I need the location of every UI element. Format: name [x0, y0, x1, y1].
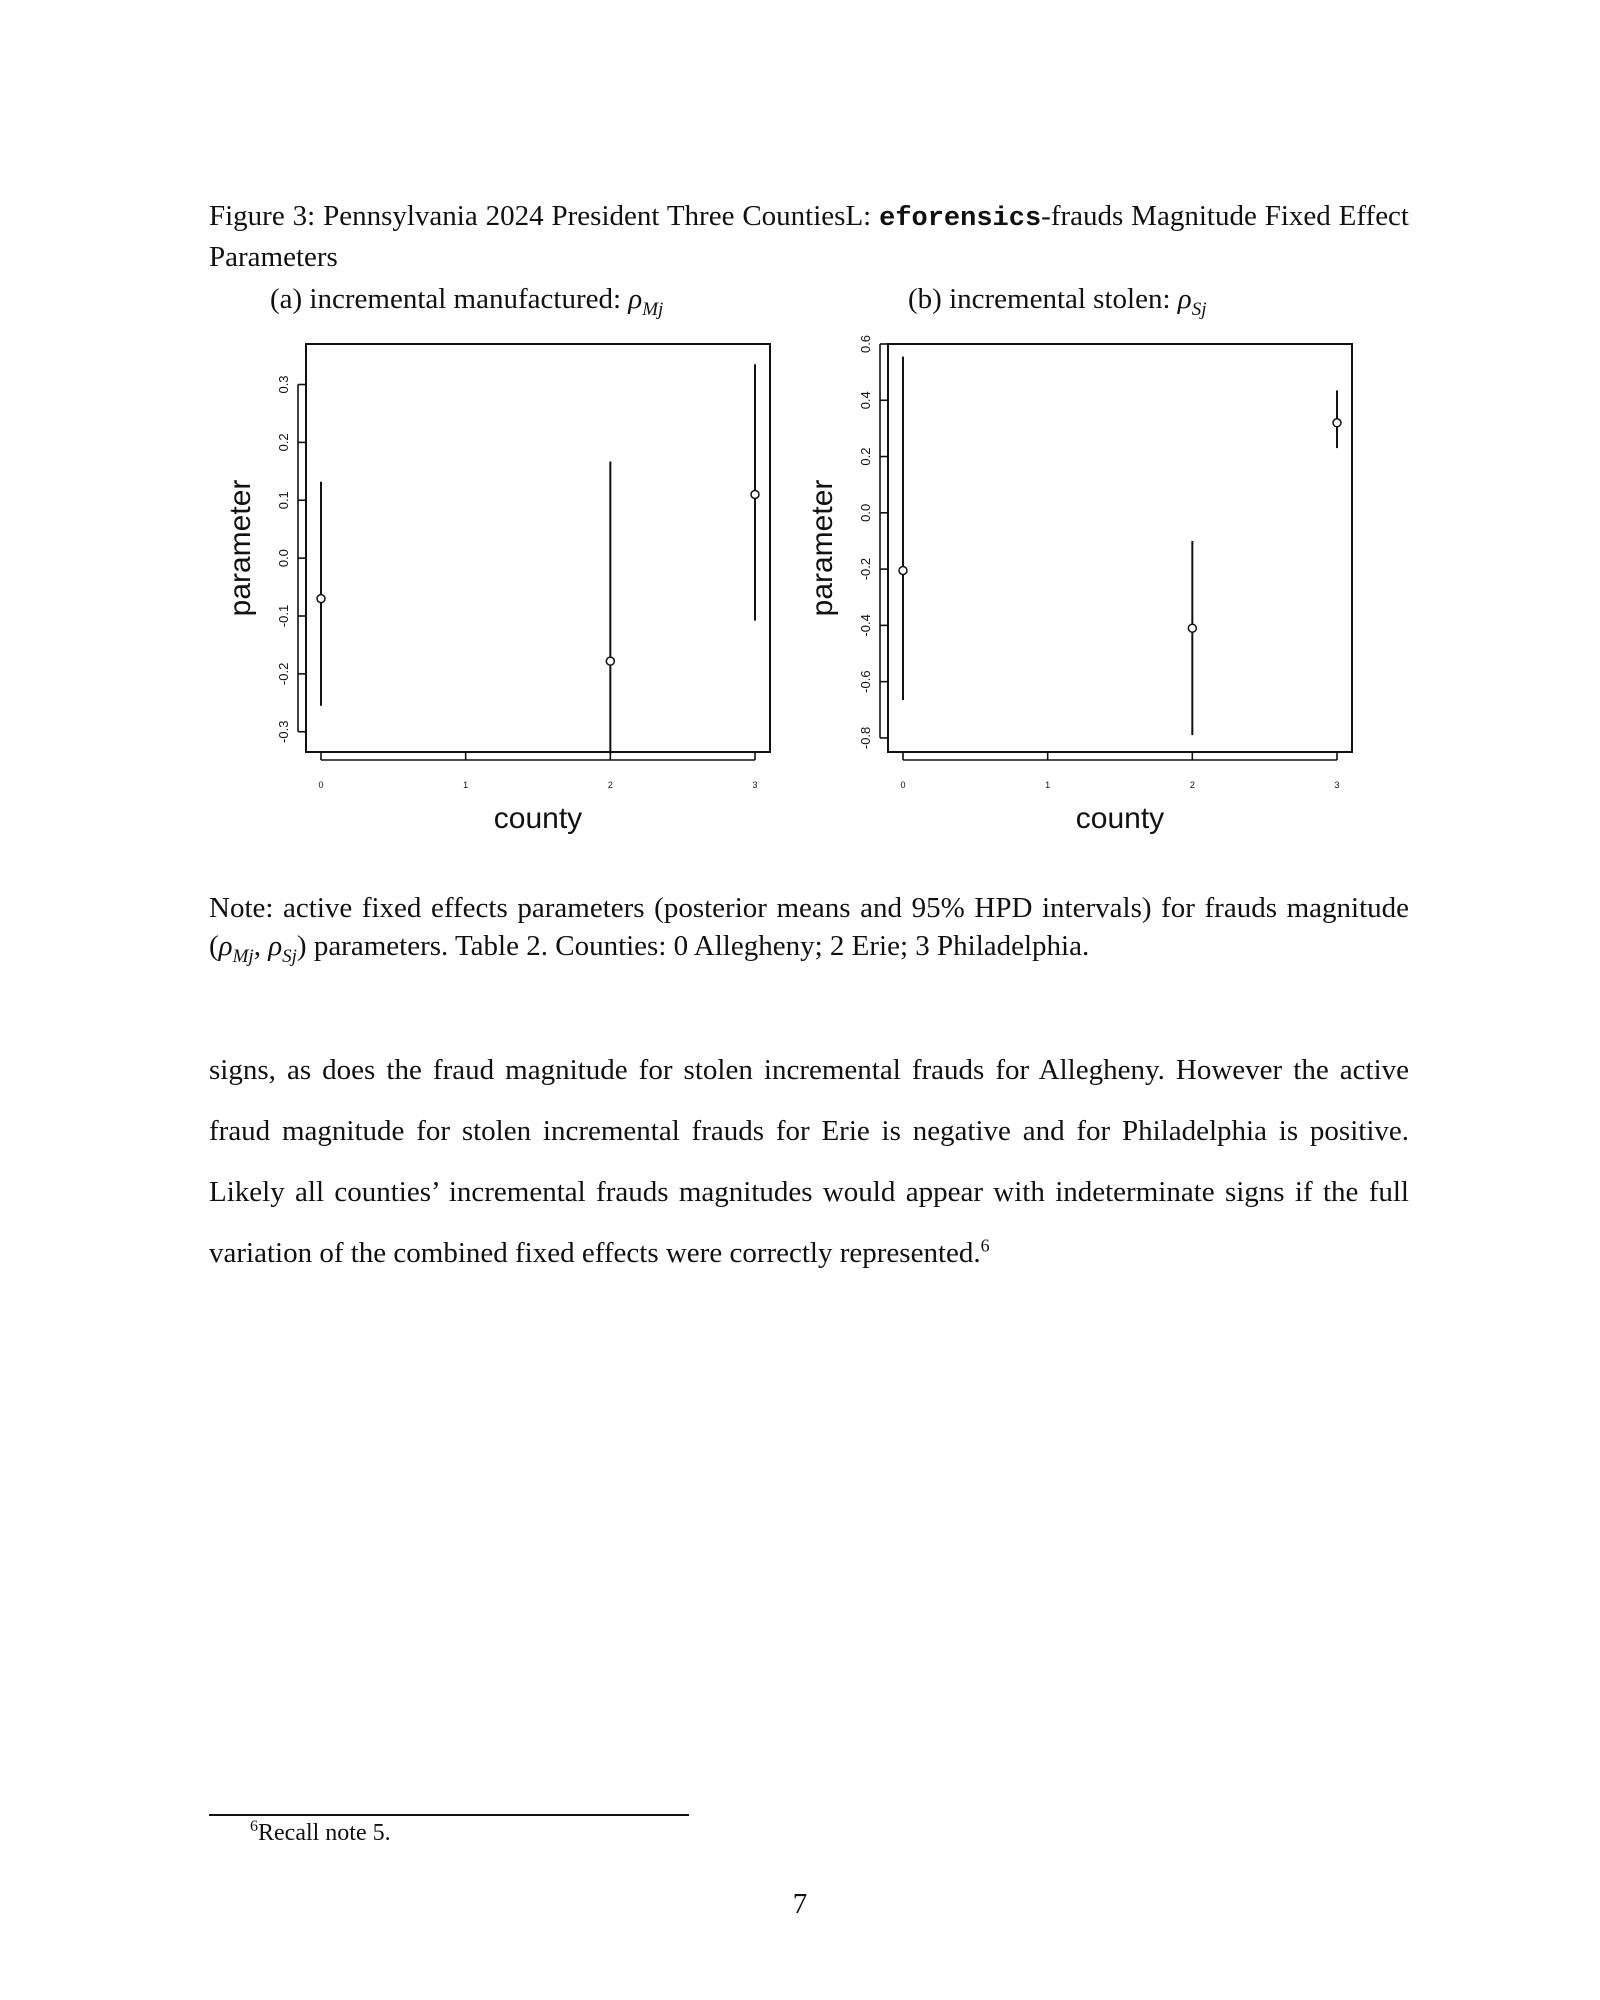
- panel-a-y-tick-label: 0.2: [276, 433, 291, 452]
- panel-b-point-marker: [1188, 624, 1196, 632]
- page-number: 7: [792, 1888, 808, 1920]
- note-text-1: Note: active fixed effects parameters (posterior means and 95% HPD intervals) for frauds magnitude (: [209, 892, 1409, 962]
- panel-a-x-tick-label: 2: [607, 780, 613, 790]
- panel-b-x-tick-label: 3: [1334, 780, 1340, 790]
- note-sub-s: Sj: [282, 945, 297, 967]
- panel-b-point-marker: [1333, 419, 1341, 427]
- chart-panel-a: [210, 320, 810, 845]
- footnote-text: Recall note 5.: [258, 1820, 391, 1846]
- figure-caption-code: eforensics: [879, 204, 1042, 234]
- panel-b-x-axis-title: county: [1075, 802, 1165, 835]
- panel-b-x-tick-label: 2: [1189, 780, 1195, 790]
- figure-caption-suffix: -frauds Magnitude Fixed Effect Parameters: [209, 200, 1409, 273]
- note-sep: ,: [253, 930, 269, 962]
- panel-a-subscript: Mj: [642, 298, 664, 320]
- note-text-2: ) parameters. Table 2. Counties: 0 Allegheny; 2 Erie; 3 Philadelphia.: [296, 930, 1090, 962]
- panel-b-y-axis-title: parameter: [806, 479, 839, 617]
- panel-b-point-marker: [899, 567, 907, 575]
- panel-b-y-tick-label: -0.6: [858, 670, 873, 693]
- footnote: [250, 1818, 391, 1847]
- panel-a-y-tick-label: -0.1: [276, 604, 291, 628]
- panel-a-y-tick-label: 0.1: [276, 491, 291, 510]
- figure-note: [209, 889, 1409, 976]
- panel-b-y-tick-label: -0.2: [858, 557, 873, 581]
- body-footnote-mark: 6: [980, 1235, 990, 1256]
- panel-b-y-tick-label: 0.4: [858, 391, 873, 410]
- panel-b-x-tick-label: 0: [900, 780, 906, 790]
- panel-b-y-tick-label: 0.6: [858, 334, 873, 354]
- note-rho-2: ρ: [268, 930, 283, 962]
- panel-b-x-tick-label: 1: [1045, 780, 1051, 790]
- panel-a-point-marker: [317, 595, 325, 603]
- panel-b-y-tick-label: 0.0: [858, 503, 873, 522]
- panel-b-caption: [908, 283, 1206, 321]
- panel-b-label: (b) incremental stolen:: [908, 283, 1178, 315]
- footnote-mark: 6: [250, 1818, 258, 1835]
- panel-a-y-tick-label: 0.3: [276, 375, 291, 394]
- panel-a-y-tick-label: -0.3: [276, 720, 291, 743]
- panel-b-y-tick-label: -0.4: [858, 614, 873, 637]
- panel-a-x-axis-title: county: [493, 802, 583, 835]
- panel-a-y-axis-title: parameter: [224, 479, 257, 617]
- panel-b-plot-frame: [888, 344, 1352, 752]
- figure-caption: [209, 197, 1409, 276]
- panel-a-x-tick-label: 3: [752, 780, 758, 790]
- panel-b-y-tick-label: 0.2: [858, 447, 873, 466]
- panel-a-y-tick-label: 0.0: [276, 549, 291, 568]
- figure-caption-prefix: Figure 3: Pennsylvania 2024 President Three CountiesL:: [209, 200, 880, 232]
- note-rho-1: ρ: [218, 930, 233, 962]
- note-sub-m: Mj: [232, 945, 254, 967]
- panel-a-label: (a) incremental manufactured:: [270, 283, 629, 315]
- panel-a-point-marker: [606, 657, 614, 665]
- panel-a-x-tick-label: 1: [463, 780, 469, 790]
- body-paragraph: [209, 1040, 1409, 1284]
- panel-b-symbol: ρ: [1177, 283, 1192, 315]
- panel-a-plot-frame: [306, 344, 770, 752]
- panel-a-symbol: ρ: [628, 283, 643, 315]
- panel-a-point-marker: [751, 490, 759, 498]
- panel-a-caption: [270, 283, 663, 321]
- chart-panel-b: [792, 320, 1392, 845]
- panel-a-x-tick-label: 0: [318, 780, 324, 790]
- panel-b-y-tick-label: -0.8: [858, 726, 873, 750]
- panel-b-subscript: Sj: [1191, 298, 1207, 320]
- panel-a-y-tick-label: -0.2: [276, 662, 291, 686]
- footnote-rule: [209, 1814, 689, 1816]
- body-text: signs, as does the fraud magnitude for stolen incremental frauds for Allegheny. However the active fraud magnitude for stolen incremental frauds for Erie is negative and for Philadelphia is positive. Likely all counties’ incremental frauds magnitudes would appear with indeterminate signs if the full variation of the combined fixed effects were correctly represented.: [209, 1054, 1409, 1269]
